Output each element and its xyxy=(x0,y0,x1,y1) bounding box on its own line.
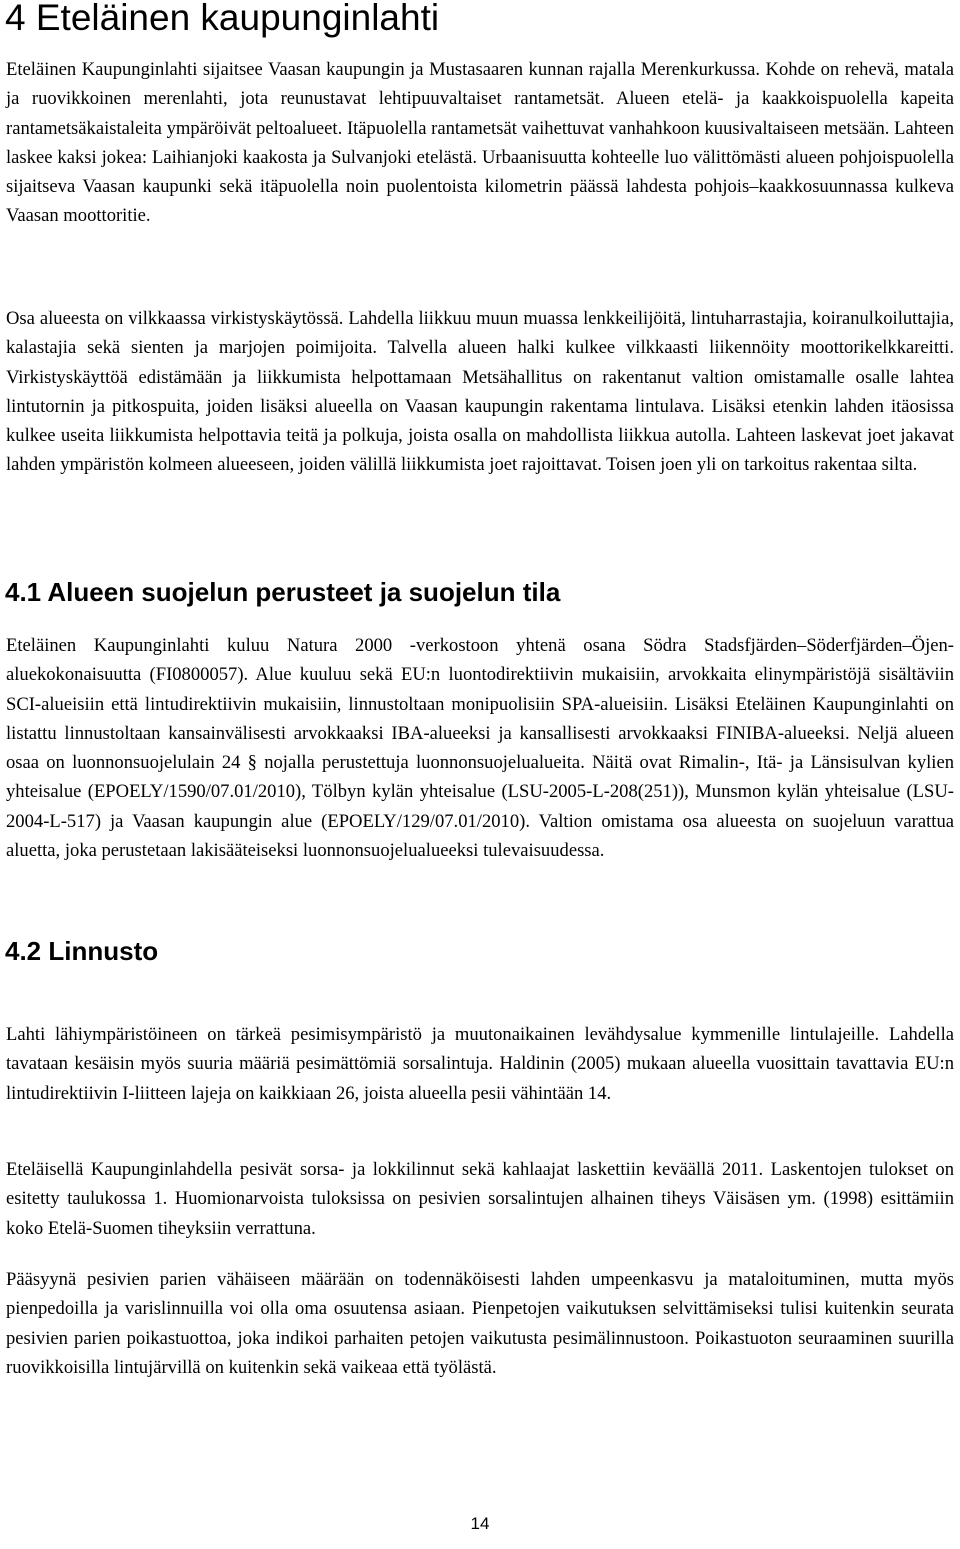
section-4-2-paragraph-1: Lahti lähiympäristöineen on tärkeä pesimisympäristö ja muutonaikainen levähdysalue kymmenille lintulajeille. Lahdella tavataan kesäisin myös suuria määriä pesimättömiä sorsalintuja. Haldinin (2005) mukaan alueella vuosittain tavattavia EU:n lintudirektiivin I-liitteen lajeja on kaikkiaan 26, joista alueella pesii vähintään 14. xyxy=(6,1024,954,1104)
intro-paragraph-1: Eteläinen Kaupunginlahti sijaitsee Vaasan kaupungin ja Mustasaaren kunnan rajalla Merenkurkussa. Kohde on rehevä, matala ja ruovikkoinen merenlahti, jota reunustavat lehtipuuvaltaiset rantametsät. Alueen etelä- ja kaakkoispuolella kapeita rantametsäkaistaleita ympäröivät peltoalueet. Itäpuolella rantametsät vaihettuvat vanhahkoon kuusivaltaiseen metsään. Lahteen laskee kaksi jokea: Laihianjoki kaakosta ja Sulvanjoki etelästä. Urbaanisuutta kohteelle luo välittömästi alueen pohjoispuolella sijaitseva Vaasan kaupunki sekä itäpuolella noin puolentoista kilometrin päässä lahdesta pohjois–kaakkosuunnassa kulkeva Vaasan moottoritie. xyxy=(6,59,954,227)
section-4-1-heading: 4.1 Alueen suojelun perusteet ja suojelun tila xyxy=(5,577,561,607)
section-4-2-paragraph-3: Pääsyynä pesivien parien vähäiseen määrään on todennäköisesti lahden umpeenkasvu ja mataloituminen, mutta myös pienpedoilla ja varislinnuilla voi olla oma osuutensa asiaan. Pienpetojen vaikutuksen selvittämiseksi tulisi kuitenkin seurata pesivien parien poikastuottoa, joka indikoi parhaiten petojen vaikutusta pesimälinnustoon. Poikastuoton seuraaminen suurilla ruovikkoisilla lintujärvillä on kuitenkin sekä vaikeaa että työlästä. xyxy=(6,1269,954,1378)
intro-paragraph-2: Osa alueesta on vilkkaassa virkistyskäytössä. Lahdella liikkuu muun muassa lenkkeilijöitä, lintuharrastajia, koiranulkoiluttajia, kalastajia sekä sienten ja marjojen poimijoita. Talvella alueen halki kulkee vilkkaasti liikennöity moottorikelkkareitti. Virkistyskäyttöä edistämään ja liikkumista helpottamaan Metsähallitus on rakentanut valtion omistamalle osalle lahtea lintutornin ja pitkospuita, joiden lisäksi alueella on Vaasan kaupungin rakentama lintulava. Lisäksi etenkin lahden itäosissa kulkee useita liikkumista helpottavia teitä ja polkuja, joista osalla on mahdollista liikkua autolla. Lahteen laskevat joet jakavat lahden ympäristön kolmeen alueeseen, joiden välillä liikkumista joet rajoittavat. Toisen joen yli on tarkoitus rakentaa silta. xyxy=(6,308,954,476)
section-4-2-heading: 4.2 Linnusto xyxy=(5,936,159,966)
page-number: 14 xyxy=(470,1514,490,1533)
chapter-heading: 4 Eteläinen kaupunginlahti xyxy=(5,0,440,38)
section-4-1-paragraph: Eteläinen Kaupunginlahti kuluu Natura 2000 -verkostoon yhtenä osana Södra Stadsfjärden–Söderfjärden–Öjen-aluekokonaisuutta (FI0800057). Alue kuuluu sekä EU:n luontodirektiivin mukaisiin, arvokkaita elinympäristöjä sisältäviin SCI-alueisiin että lintudirektiivin mukaisiin, linnustoltaan monipuolisiin SPA-alueisiin. Lisäksi Eteläinen Kaupunginlahti on listattu linnustoltaan kansainvälisesti arvokkaaksi IBA-alueeksi ja kansallisesti arvokkaaksi FINIBA-alueeksi. Neljä alueen osaa on luonnonsuojelulain 24 § nojalla perustettuja luonnonsuojelualueita. Näitä ovat Rimalin-, Itä- ja Länsisulvan kylien yhteisalue (EPOELY/1590/07.01/2010), Tölbyn kylän yhteisalue (LSU-2005-L-208(251)), Munsmon kylän yhteisalue (LSU-2004-L-517) ja Vaasan kaupungin alue (EPOELY/129/07.01/2010). Valtion omistama osa alueesta on suojeluun varattua aluetta, joka perustetaan lakisääteiseksi luonnonsuojelualueeksi tulevaisuudessa. xyxy=(6,635,954,862)
section-4-2-paragraph-2: Eteläisellä Kaupunginlahdella pesivät sorsa- ja lokkilinnut sekä kahlaajat laskettiin keväällä 2011. Laskentojen tulokset on esitetty taulukossa 1. Huomionarvoista tuloksissa on pesivien sorsalintujen alhainen tiheys Väisäsen ym. (1998) esittämiin koko Etelä-Suomen tiheyksiin verrattuna. xyxy=(6,1159,954,1239)
